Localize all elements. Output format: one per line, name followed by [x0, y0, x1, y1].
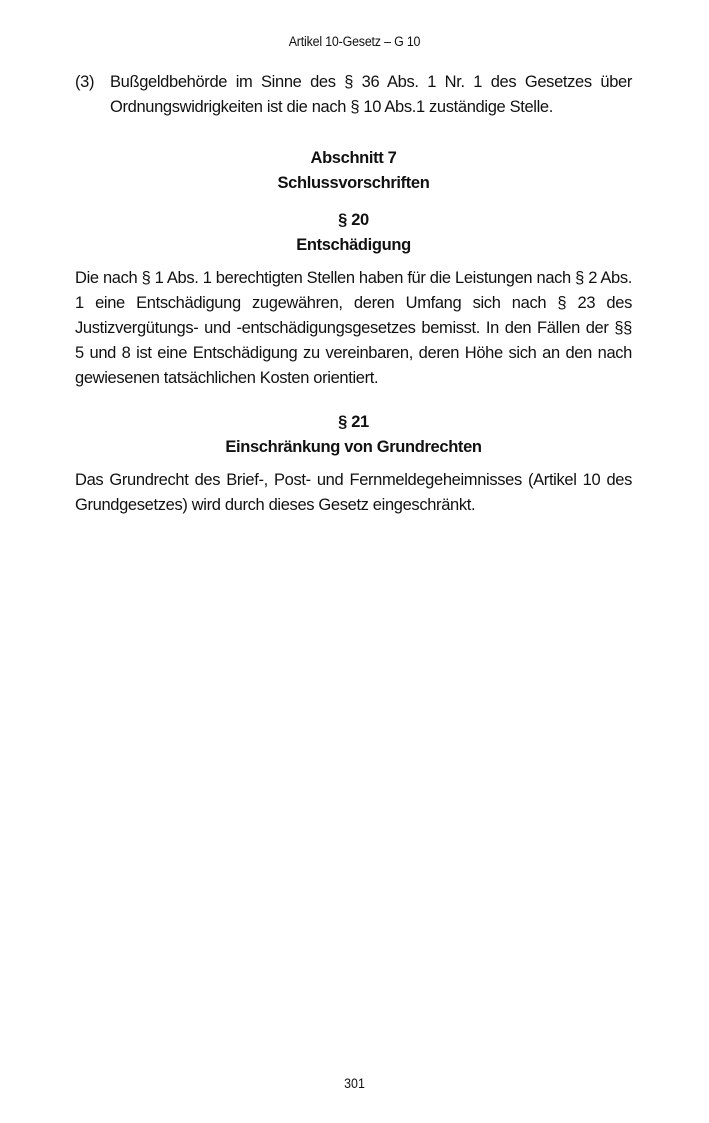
paragraph-21-title: Einschränkung von Grundrechten [225, 438, 482, 456]
section-label: Abschnitt 7 [310, 149, 397, 167]
paragraph-21-text: Das Grundrecht des Brief-, Post- und Fernmeldegeheimnisses (Artikel 10 des Grundgesetzes) wird durch dieses Gesetz eingeschränkt. [75, 471, 632, 514]
section-title: Schlussvorschriften [277, 174, 430, 192]
paragraph-20-heading [75, 208, 632, 258]
numbered-paragraph-3 [75, 70, 632, 120]
paragraph-21-heading [75, 410, 632, 460]
paragraph-number: (3) [75, 73, 95, 91]
paragraph-20-text: Die nach § 1 Abs. 1 berechtigten Stellen haben für die Leistungen nach § 2 Abs. 1 eine Entschädigung zugewähren, deren Umfang sich nach § 23 des Justizvergütungs- und -entschädigungsgesetzes bemisst. In den Fällen der §§ 5 und 8 ist eine Entschädigung zu vereinbaren, deren Höhe sich an den nach gewiesenen tatsächlichen Kosten orientiert. [75, 269, 632, 387]
paragraph-text: Bußgeldbehörde im Sinne des § 36 Abs. 1 Nr. 1 des Gesetzes über Ordnungswidrigkeiten ist die nach § 10 Abs.1 zuständige Stelle. [110, 73, 632, 116]
page-number: 301 [344, 1076, 365, 1091]
section-heading [75, 146, 632, 196]
running-header: Artikel 10-Gesetz – G 10 [288, 34, 421, 49]
paragraph-21-number: § 21 [338, 413, 369, 431]
page-content [75, 70, 632, 518]
paragraph-20-number: § 20 [338, 211, 369, 229]
paragraph-20-title: Entschädigung [296, 236, 411, 254]
